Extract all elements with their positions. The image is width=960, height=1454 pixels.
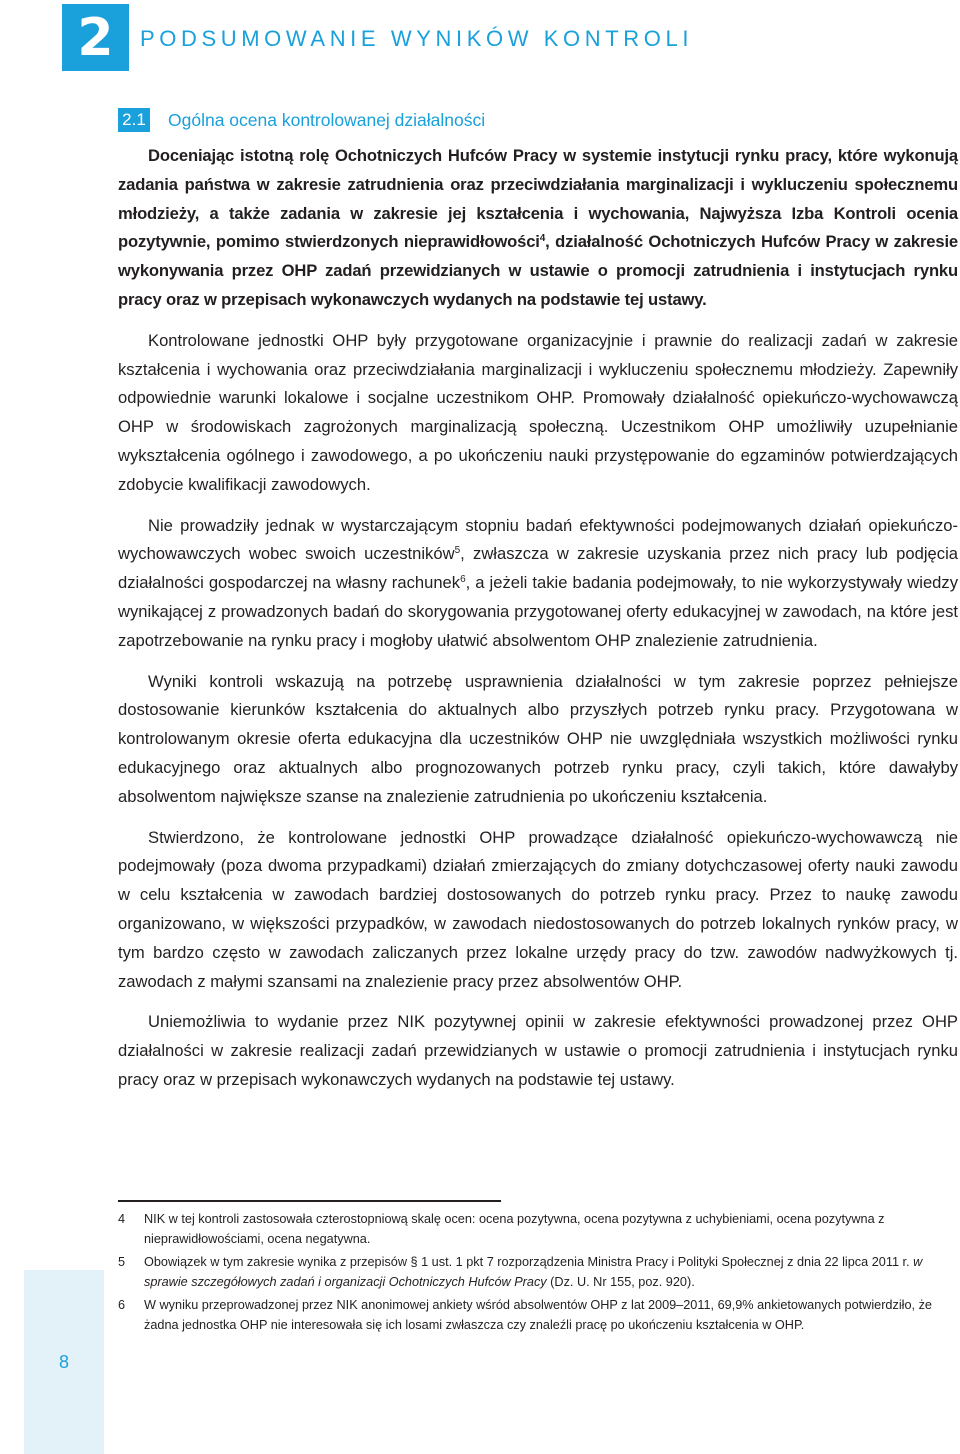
- footnote-number: 6: [118, 1298, 126, 1312]
- footnote-4: [118, 1210, 960, 1249]
- paragraph-2-text-b: , zwłaszcza w zakresie uzyskania przez nich pracy lub podjęcia działalności gospodarczej na własny rachunek: [118, 544, 958, 593]
- footnotes: [118, 1210, 960, 1339]
- footnote-number: 5: [118, 1255, 126, 1269]
- paragraph-3: Wyniki kontroli wskazują na potrzebę usprawnienia działalności w tym zakresie poprzez pełniejsze dostosowanie kierunków kształcenia do aktualnych albo przyszłych potrzeb rynku pracy. Przygotowana w kontrolowanym okresie oferta edukacyjna dla uczestników OHP nie uwzględniała wszystkich możliwości rynku edukacyjnego oraz aktualnych albo prognozowanych potrzeb rynku pracy, czyli takich, które dawałyby absolwentom największe szanse na znalezienie zatrudnienia po ukończeniu kształcenia.: [118, 671, 958, 806]
- footnote-divider: [118, 1200, 501, 1202]
- paragraph-1: Kontrolowane jednostki OHP były przygotowane organizacyjnie i prawnie do realizacji zadań w zakresie kształcenia i wychowania oraz przeciwdziałania marginalizacji i wykluczeniu społecznemu młodzieży. Zapewniły odpowiednie warunki lokalowe i socjalne uczestnikom OHP. Promowały działalność opiekuńczo-wychowawczą OHP w środowiskach zagrożonych marginalizacją społeczną. Uczestnikom OHP umożliwiły uzupełnianie wykształcenia ogólnego i zawodowego, a po ukończeniu nauki przystępowanie do egzaminów potwierdzających zdobycie kwalifikacji zawodowych.: [118, 330, 958, 494]
- footnote-ref-5[interactable]: 5: [454, 545, 461, 557]
- footnote-text: W wyniku przeprowadzonej przez NIK anonimowej ankiety wśród absolwentów OHP z lat 2009–2011, 69,9% ankietowanych potwierdziło, że żadna jednostka OHP nie interesowała się ich losami zwłaszcza czy znaleźli pracę po ukończeniu kształcenia w OHP.: [144, 1298, 932, 1332]
- footnote-5: [118, 1253, 960, 1292]
- page-number: 8: [58, 1352, 69, 1372]
- paragraph-2-text-c: , a jeżeli takie badania podejmowały, to nie wykorzystywały wiedzy wynikającej z prowadzonych badań do skorygowania przygotowanej oferty edukacyjnej w zawodach, na które jest zapotrzebowanie na rynku pracy i mogłoby ułatwić absolwentom OHP znalezienie zatrudnienia.: [118, 573, 958, 650]
- section-title: Ogólna ocena kontrolowanej działalności: [168, 110, 486, 130]
- chapter-number: 2: [77, 7, 114, 68]
- body-text: [118, 142, 958, 1107]
- footnote-text-b: (Dz. U. Nr 155, poz. 920).: [546, 1274, 695, 1289]
- footnote-text-a: Obowiązek w tym zakresie wynika z przepisów § 1 ust. 1 pkt 7 rozporządzenia Ministra Pracy i Polityki Społecznej z dnia 22 lipca 2011 r.: [144, 1255, 914, 1269]
- footnote-number: 4: [118, 1212, 126, 1226]
- chapter-number-box: [62, 4, 129, 71]
- footnote-regulation-title: w sprawie szczegółowych zadań i organizacji Ochotniczych Hufców Pracy: [144, 1255, 923, 1289]
- paragraph-5: Uniemożliwia to wydanie przez NIK pozytywnej opinii w zakresie efektywności prowadzonej przez OHP działalności w zakresie realizacji zadań przewidzianych w ustawie o promocji zatrudnienia i instytucjach rynku pracy oraz w przepisach wykonawczych wydanych na podstawie tej ustawy.: [118, 1012, 958, 1089]
- footnote-ref-6[interactable]: 6: [460, 574, 466, 586]
- section-number: 2.1: [118, 108, 150, 132]
- footnote-text: NIK w tej kontroli zastosowała czterostopniową skalę ocen: ocena pozytywna, ocena pozytywna z uchybieniami, ocena pozytywna z nieprawidłowościami, ocena negatywna.: [144, 1212, 885, 1246]
- footnote-6: [118, 1296, 960, 1335]
- lead-text-a: Doceniając istotną rolę Ochotniczych Hufców Pracy w systemie instytucji rynku pracy, które wykonują zadania państwa w zakresie zatrudnienia oraz przeciwdziałania marginalizacji i wykluczeniu społecznemu młodzieży, a także zadania w zakresie jej kształcenia i wychowania, Najwyższa Izba Kontroli ocenia pozytywnie, pomimo stwierdzonych nieprawidłowości: [118, 146, 958, 252]
- lead-paragraph: [118, 142, 958, 315]
- paragraph-4: Stwierdzono, że kontrolowane jednostki OHP prowadzące działalność opiekuńczo-wychowawczą nie podejmowały (poza dwoma przypadkami) działań zmierzających do zmiany dotychczasowej oferty nauki zawodu w celu kształcenia w zawodach bardziej dostosowanych do potrzeb rynku pracy. Przez to naukę zawodu organizowano, w większości przypadków, w zawodach niedostosowanych do potrzeb lokalnych rynków pracy, w tym bardzo często w zawodach zaliczanych przez lokalne urzędy pracy do tzw. zawodów nadwyżkowych tj. zawodach z małymi szansami na znalezienie pracy przez absolwentów OHP.: [118, 827, 958, 991]
- paragraph-2: [118, 512, 958, 656]
- paragraph-2-text-a: Nie prowadziły jednak w wystarczającym stopniu badań efektywności podejmowanych działań opiekuńczo-wychowawczych wobec swoich uczestników: [118, 515, 958, 564]
- lead-text-b: , działalność Ochotniczych Hufców Pracy w zakresie wykonywania przez OHP zadań przewidzianych w ustawie o promocji zatrudnienia i instytucjach rynku pracy oraz w przepisach wykonawczych wydanych na podstawie tej ustawy.: [118, 232, 958, 309]
- footnote-ref-4[interactable]: 4: [539, 233, 546, 245]
- footnote-text: [144, 1253, 960, 1292]
- chapter-title: PODSUMOWANIE WYNIKÓW KONTROLI: [140, 26, 694, 51]
